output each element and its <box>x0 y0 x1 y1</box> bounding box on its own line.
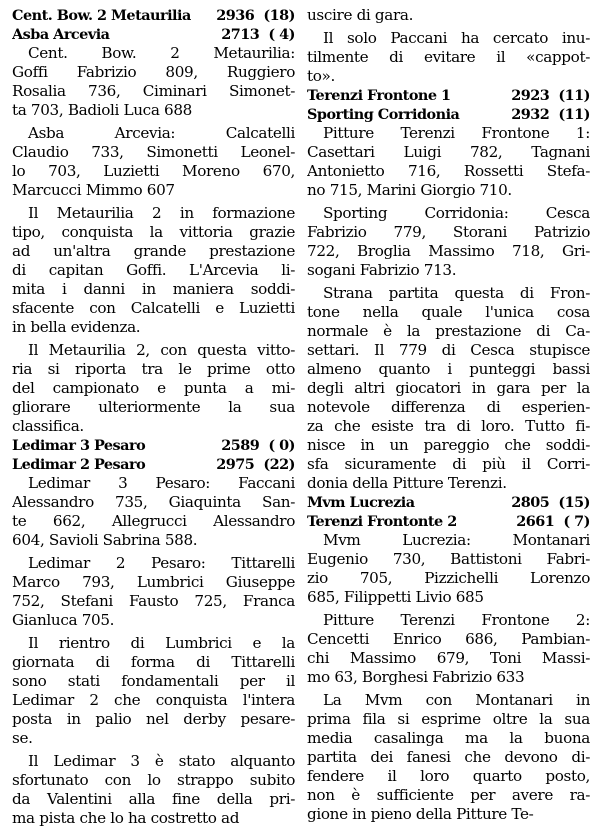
text-line: gliorare ulteriormente la sua <box>12 398 295 416</box>
text-line: Cent. Bow. 2 Metaurilia: <box>28 44 295 62</box>
text-line: Eugenio 730, Battistoni Fabri- <box>307 550 590 568</box>
text-line: Alessandro 735, Giaquinta San- <box>12 493 295 511</box>
text-line: 604, Savioli Sabrina 588. <box>12 531 198 549</box>
text-line: media casalinga ma la buona <box>307 729 590 747</box>
article-paragraph <box>307 611 590 687</box>
text-line: almeno quanto i punteggi bassi <box>307 360 590 378</box>
text-line: Pitture Terenzi Frontone 2: <box>323 611 590 629</box>
article-paragraph <box>307 29 590 86</box>
text-line: za che esiste tra di loro. Tutto fi- <box>307 417 590 435</box>
article-paragraph <box>12 341 295 436</box>
text-line: ma pista che lo ha costretto ad <box>12 809 240 827</box>
match-score <box>511 86 590 105</box>
article-paragraph <box>12 44 295 120</box>
text-line: te 662, Allegrucci Alessandro <box>12 512 295 530</box>
article-paragraph <box>12 554 295 630</box>
score-value: 2936 <box>216 7 255 24</box>
text-line: Claudio 733, Simonetti Leonel- <box>12 143 295 161</box>
text-line: sono stati fondamentali per il <box>12 672 295 690</box>
points-value: (22) <box>263 456 295 473</box>
text-line: Sporting Corridonia: Cesca <box>323 204 590 222</box>
article-paragraph <box>12 204 295 337</box>
text-line: Il Ledimar 3 è stato alquanto <box>28 752 295 770</box>
match-score <box>216 6 295 25</box>
points-value: ( 4) <box>268 26 295 43</box>
text-line: degli altri giocatori in gara per la <box>307 379 590 397</box>
match-score <box>511 493 590 512</box>
text-line: sogani Fabrizio 713. <box>307 261 457 279</box>
match-header <box>12 6 295 25</box>
points-value: ( 7) <box>563 513 590 530</box>
text-line: mo 63, Borghesi Fabrizio 633 <box>307 668 525 686</box>
article-paragraph <box>307 691 590 824</box>
text-line: Antonietto 716, Rossetti Stefa- <box>307 162 590 180</box>
score-value: 2713 <box>221 26 260 43</box>
text-line: zio 705, Pizzichelli Lorenzo <box>307 569 590 587</box>
text-line: notevole differenza di esperien- <box>307 398 590 416</box>
text-line: lo 703, Luzietti Moreno 670, <box>12 162 295 180</box>
text-line: Casettari Luigi 782, Tagnani <box>307 143 590 161</box>
text-line: giornata di forma di Tittarelli <box>12 653 295 671</box>
text-line: classifica. <box>12 417 84 435</box>
points-value: (11) <box>558 87 590 104</box>
text-line: Goffi Fabrizio 809, Ruggiero <box>12 63 295 81</box>
text-line: di capitan Goffi. L'Arcevia li- <box>12 261 295 279</box>
team-name: Asba Arcevia <box>12 26 110 43</box>
text-line: La Mvm con Montanari in <box>323 691 590 709</box>
text-line: Ledimar 2 che conquista l'intera <box>12 691 295 709</box>
article-paragraph <box>307 284 590 493</box>
team-name: Ledimar 3 Pesaro <box>12 437 146 454</box>
article-paragraph <box>307 6 590 25</box>
match-header <box>12 455 295 474</box>
text-line: normale è la prestazione di Ca- <box>307 322 590 340</box>
team-name: Ledimar 2 Pesaro <box>12 456 146 473</box>
article-paragraph <box>12 124 295 200</box>
text-line: Ledimar 2 Pesaro: Tittarelli <box>28 554 295 572</box>
text-line: mita i danni in maniera soddi- <box>12 280 295 298</box>
text-line: ria si riporta tra le prime otto <box>12 360 295 378</box>
text-line: Strana partita questa di Fron- <box>323 284 590 302</box>
team-name: Cent. Bow. 2 Metaurilia <box>12 7 191 24</box>
text-line: Il solo Paccani ha cercato inu- <box>323 29 590 47</box>
text-line: Marcucci Mimmo 607 <box>12 181 175 199</box>
article-paragraph <box>307 204 590 280</box>
text-line: fendere il loro quarto posto, <box>307 767 590 785</box>
text-line: 752, Stefani Fausto 725, Franca <box>12 592 295 610</box>
score-value: 2975 <box>216 456 255 473</box>
article-paragraph <box>307 531 590 607</box>
text-line: posta in palio nel derby pesare- <box>12 710 295 728</box>
score-value: 2932 <box>511 106 550 123</box>
text-line: tone nella quale l'unica cosa <box>307 303 590 321</box>
text-line: Marco 793, Lumbrici Giuseppe <box>12 573 295 591</box>
text-line: Asba Arcevia: Calcatelli <box>28 124 295 142</box>
text-line: Gianluca 705. <box>12 611 115 629</box>
text-line: se. <box>12 729 33 747</box>
score-value: 2805 <box>511 494 550 511</box>
text-line: sfortunato con lo strappo subito <box>12 771 295 789</box>
match-score <box>516 512 590 531</box>
team-name: Mvm Lucrezia <box>307 494 415 511</box>
match-score <box>221 25 295 44</box>
text-line: sfacente con Calcatelli e Luzietti <box>12 299 295 317</box>
text-line: no 715, Marini Giorgio 710. <box>307 181 512 199</box>
article-paragraph <box>12 752 295 828</box>
text-line: Il Metaurilia 2 in formazione <box>28 204 295 222</box>
text-line: Il rientro di Lumbrici e la <box>28 634 295 652</box>
score-value: 2661 <box>516 513 555 530</box>
text-line: to». <box>307 67 335 85</box>
text-line: sfa sicuramente di più il Corri- <box>307 455 590 473</box>
text-line: prima fila si esprime oltre la sua <box>307 710 590 728</box>
article-paragraph <box>307 124 590 200</box>
score-value: 2589 <box>221 437 260 454</box>
match-header <box>307 105 590 124</box>
team-name: Sporting Corridonia <box>307 106 460 123</box>
text-line: chi Massimo 679, Toni Massi- <box>307 649 590 667</box>
points-value: ( 0) <box>268 437 295 454</box>
text-line: tilmente di evitare il «cappot- <box>307 48 590 66</box>
text-line: da Valentini alla fine della pri- <box>12 790 295 808</box>
points-value: (11) <box>558 106 590 123</box>
text-line: ad un'altra grande prestazione <box>12 242 295 260</box>
text-line: nisce in un pareggio che soddi- <box>307 436 590 454</box>
text-line: in bella evidenza. <box>12 318 141 336</box>
match-header <box>12 25 295 44</box>
text-line: gione in pieno della Pitture Te- <box>307 805 534 823</box>
match-header <box>12 436 295 455</box>
match-score <box>511 105 590 124</box>
text-line: Cencetti Enrico 686, Pambian- <box>307 630 590 648</box>
left-column <box>12 6 295 831</box>
match-header <box>307 512 590 531</box>
text-line: settari. Il 779 di Cesca stupisce <box>307 341 590 359</box>
text-line: Il Metaurilia 2, con questa vitto- <box>28 341 295 359</box>
text-line: tipo, conquista la vittoria grazie <box>12 223 295 241</box>
text-line: Fabrizio 779, Storani Patrizio <box>307 223 590 241</box>
right-column <box>307 6 590 831</box>
match-score <box>216 455 295 474</box>
article-paragraph <box>12 474 295 550</box>
text-line: ta 703, Badioli Luca 688 <box>12 101 192 119</box>
text-line: 685, Filippetti Livio 685 <box>307 588 484 606</box>
text-line: uscire di gara. <box>307 6 414 24</box>
points-value: (18) <box>263 7 295 24</box>
text-line: partita dei fanesi che devono di- <box>307 748 590 766</box>
text-line: 722, Broglia Massimo 718, Gri- <box>307 242 590 260</box>
points-value: (15) <box>558 494 590 511</box>
text-line: donia della Pitture Terenzi. <box>307 474 507 492</box>
team-name: Terenzi Frontone 1 <box>307 87 451 104</box>
match-header <box>307 86 590 105</box>
team-name: Terenzi Frontonte 2 <box>307 513 457 530</box>
score-value: 2923 <box>511 87 550 104</box>
text-line: Mvm Lucrezia: Montanari <box>323 531 590 549</box>
match-header <box>307 493 590 512</box>
text-line: non è sufficiente per avere ra- <box>307 786 590 804</box>
article-paragraph <box>12 634 295 748</box>
match-score <box>221 436 295 455</box>
text-line: Ledimar 3 Pesaro: Faccani <box>28 474 295 492</box>
text-line: Pitture Terenzi Frontone 1: <box>323 124 590 142</box>
text-line: del campionato e punta a mi- <box>12 379 295 397</box>
text-line: Rosalia 736, Ciminari Simonet- <box>12 82 295 100</box>
